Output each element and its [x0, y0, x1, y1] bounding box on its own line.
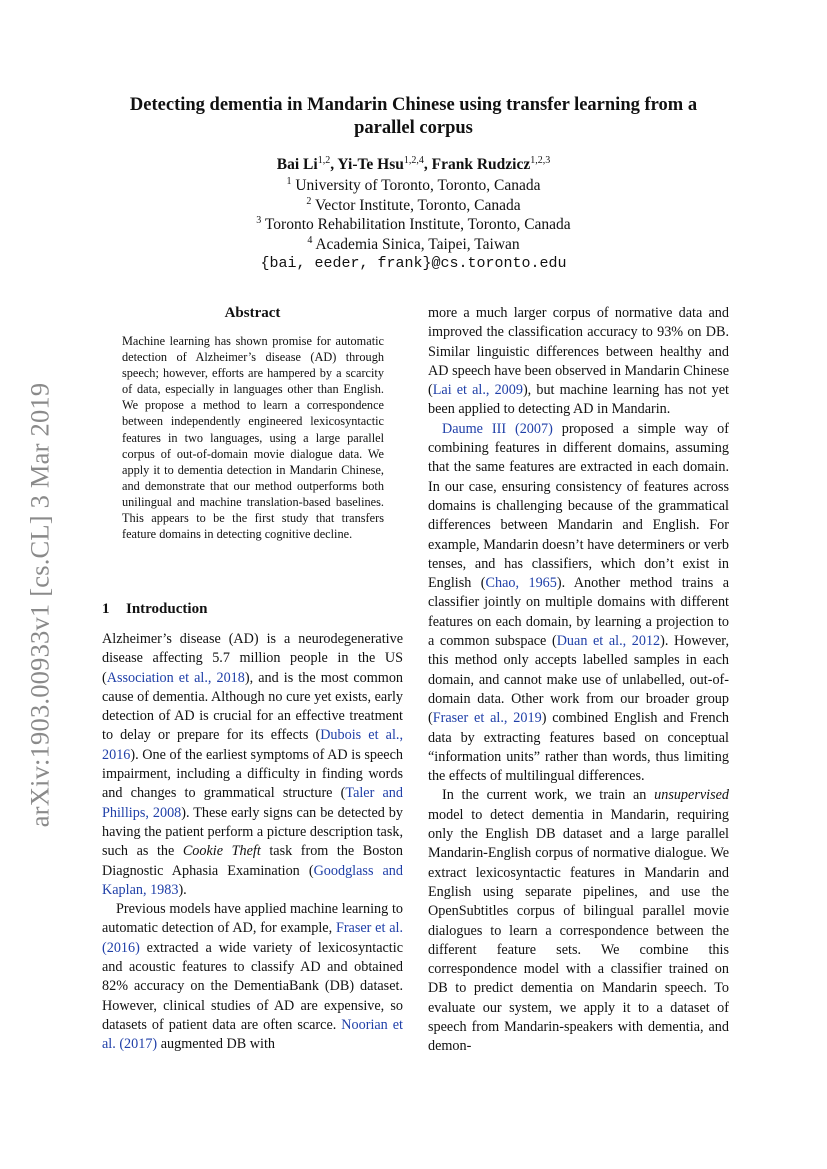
- intro-paragraph-2: Previous models have applied machine learning to automatic detection of AD, for example, Fraser et al. (2016) extracted a wide variety of lexicosyntactic and acoustic features to classify AD and obtained 82% accuracy on the DementiaBank (DB) dataset. However, clinical studies of AD are expensive, so datasets of patient data are often scarce. Noorian et al. (2017) augmented DB with: [102, 901, 404, 1053]
- right-paragraph-1: more a much larger corpus of normative data and improved the classification accuracy to 93% on DB. Similar linguistic differences between healthy and AD speech have been observed in Mandarin Chinese (Lai et al., 2009), but machine learning has not yet been applied to detecting AD in Mandarin.: [428, 305, 729, 418]
- citation-link[interactable]: Fraser et al., 2019: [432, 710, 542, 727]
- intro-paragraph-1: Alzheimer’s disease (AD) is a neurodegenerative disease affecting 5.7 million people in the US (Association et al., 2018), and is the most common cause of dementia. Although no cure yet exists, early detection of AD is crucial for an effective treatment to delay or prepare for its effects (Dubois et al., 2016). One of the earliest symptoms of AD is speech impairment, including a difficulty in finding words and changes to grammatical structure (Taler and Phillips, 2008). These early signs can be detected by having the patient perform a picture description task, such as the Cookie Theft task from the Boston Diagnostic Aphasia Examination (Goodglass and Kaplan, 1983).: [102, 631, 404, 898]
- contact-email: {bai, eeder, frank}@cs.toronto.edu: [260, 255, 567, 273]
- author-name: Yi-Te Hsu: [337, 156, 404, 173]
- citation-link[interactable]: Association et al., 2018: [106, 669, 245, 686]
- affiliation: $^1$ University of Toronto, Toronto, Canada: [286, 176, 541, 194]
- right-paragraph-2: Daume III (2007) proposed a simple way of combining features in different domains, assuming that the same features are extracted in each domain. In our case, ensuring consistency of features across domains is challenging because of the grammatical differences between Mandarin and English. For example, Mandarin doesn’t have determiners or verb tenses, and has classifiers, which don’t exist in English (Chao, 1965). Another method trains a classifier jointly on multiple domains with different features on each domain, by learning a projection to a common subspace (Duan et al., 2012). However, this method only accepts labelled samples in each domain, and cannot make use of unlabelled, out-of-domain data. Other work from our broader group (Fraser et al., 2019) combined English and French data by extracting features based on conceptual “information units” rather than words, thus limiting the effects of multilingual differences.: [428, 420, 730, 785]
- author-name: Bai Li: [276, 156, 318, 173]
- author-list: Bai Li$^{1,2}$, Yi-Te Hsu$^{1,2,4}$, Frank Rudzicz$^{1,2,3}$: [276, 155, 551, 173]
- affiliation: $^4$ Academia Sinica, Taipei, Taiwan: [307, 234, 520, 253]
- affiliations: [100, 176, 727, 274]
- arxiv-id-text: arXiv:1903.00933v1 [cs.CL] 3 Mar 2019: [24, 382, 55, 828]
- citation-link[interactable]: Fraser et al. (2016): [102, 920, 404, 956]
- right-column: [428, 304, 729, 1057]
- abstract-body: [122, 333, 384, 542]
- author-affil-sup: 1,2,4: [403, 155, 424, 166]
- author-affil-sup: 1,2: [317, 155, 331, 166]
- affiliation: $^2$ Vector Institute, Toronto, Canada: [306, 195, 521, 214]
- section-number: 1: [102, 601, 110, 617]
- abstract-heading: Abstract: [224, 305, 281, 321]
- citation-link[interactable]: Taler and Phillips, 2008: [102, 785, 403, 821]
- citation-link[interactable]: Duan et al., 2012: [556, 633, 661, 650]
- paper-title: [100, 94, 727, 140]
- author-affil-sup: 1,2,3: [530, 155, 551, 166]
- citation-link[interactable]: Daume III (2007): [442, 420, 553, 437]
- right-paragraph-3: In the current work, we train an unsupervised model to detect dementia in Mandarin, requiring only the English DB dataset and a large parallel Mandarin-English corpus of normative dialogue. We extract lexicosyntactic features in Mandarin and English using separate pipelines, and use the OpenSubtitles corpus of bilingual parallel movie dialogues to learn a correspondence between the different feature sets. We combine this correspondence model with a classifier trained on DB to predict dementia on Mandarin speech. To evaluate our system, we apply it to a dataset of speech from Mandarin-speakers with dementia, and demon-: [428, 787, 729, 1055]
- citation-link[interactable]: Goodglass and Kaplan, 1983: [102, 862, 403, 898]
- citation-link[interactable]: Dubois et al., 2016: [102, 727, 403, 763]
- section-title: Introduction: [126, 601, 208, 617]
- left-column: [102, 630, 403, 1055]
- citation-link[interactable]: Chao, 1965: [485, 575, 557, 592]
- abstract-text: Machine learning has shown promise for automatic detection of Alzheimer’s disease (AD) through speech; however, efforts are hampered by a scarcity of data, especially in languages other than English. We propose a method to learn a correspondence between independently engineered lexicosyntactic features in two languages, using a large parallel corpus of out-of-domain movie dialogue data. We apply it to dementia detection in Mandarin Chinese, and demonstrate that our method outperforms both unilingual and machine translation-based baselines. This appears to be the first study that transfers feature domains in detecting cognitive decline.: [122, 334, 384, 542]
- author-name: Frank Rudzicz: [431, 156, 531, 173]
- arxiv-watermark: [22, 370, 58, 840]
- section-heading: [102, 601, 207, 618]
- citation-link[interactable]: Noorian et al. (2017): [102, 1016, 403, 1053]
- citation-link[interactable]: Lai et al., 2009: [432, 382, 523, 399]
- title-line-2: parallel corpus: [354, 118, 473, 138]
- affiliation: $^3$ Toronto Rehabilitation Institute, Toronto, Canada: [256, 215, 571, 234]
- title-line-1: Detecting dementia in Mandarin Chinese using transfer learning from a: [129, 95, 698, 115]
